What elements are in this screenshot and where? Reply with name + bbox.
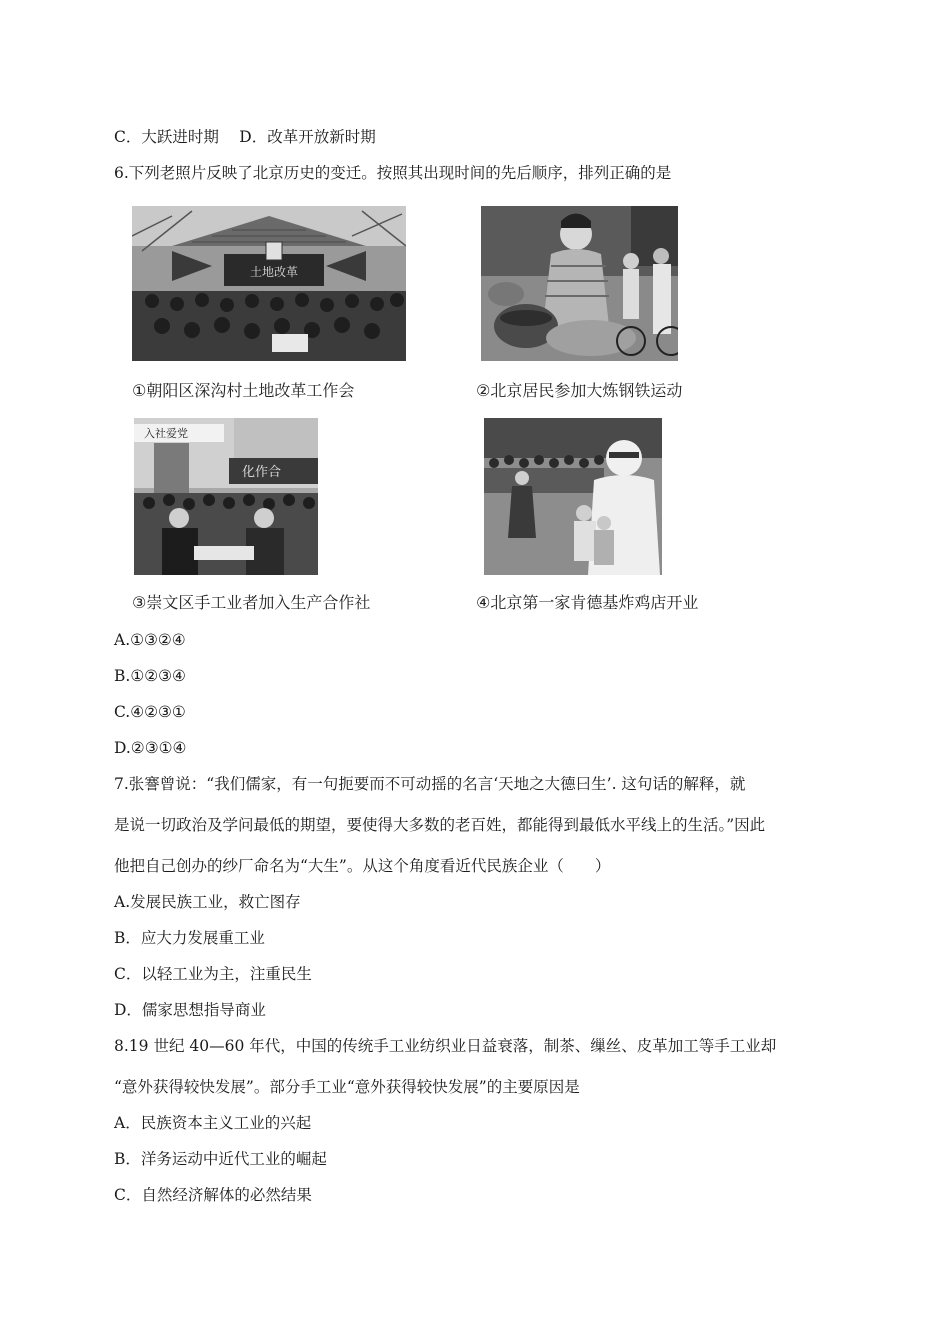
q5-options-cd: C．大跃进时期 D．改革开放新时期 [114, 128, 376, 146]
q7-stem-line-1: 7.张謇曾说：“我们儒家，有一句扼要而不可动摇的名言‘天地之大德曰生’. 这句话的解释，就 [114, 775, 746, 793]
q6-option-b: B.①②③④ [114, 667, 186, 685]
q6-option-a: A.①③②④ [114, 631, 186, 649]
photo-kfc-opening [484, 418, 662, 575]
q8-option-c: C．自然经济解体的必然结果 [114, 1186, 312, 1204]
q7-stem-line-2: 是说一切政治及学问最低的期望，要使得大多数的老百姓，都能得到最低水平线上的生活。”因此 [114, 816, 766, 834]
q6-stem: 6.下列老照片反映了北京历史的变迁。按照其出现时间的先后顺序，排列正确的是 [114, 164, 672, 182]
q6-option-d: D.②③①④ [114, 739, 187, 757]
q7-option-d: D．儒家思想指导商业 [114, 1001, 266, 1019]
photo1-caption: ①朝阳区深沟村土地改革工作会 [132, 381, 355, 400]
q7-option-b: B．应大力发展重工业 [114, 929, 265, 947]
q7-option-c: C．以轻工业为主，注重民生 [114, 965, 312, 983]
q8-option-b: B．洋务运动中近代工业的崛起 [114, 1150, 327, 1168]
q8-option-a: A．民族资本主义工业的兴起 [114, 1114, 312, 1132]
q6-option-c: C.④②③① [114, 703, 186, 721]
q8-stem-line-2: “意外获得较快发展”。部分手工业“意外获得较快发展”的主要原因是 [114, 1078, 580, 1096]
photo3-caption: ③崇文区手工业者加入生产合作社 [132, 593, 371, 612]
photo3-banner-text: 化作合 [242, 465, 282, 480]
q7-option-a: A.发展民族工业，救亡图存 [114, 893, 301, 911]
q7-stem-line-3: 他把自己创办的纱厂命名为“大生”。从这个角度看近代民族企业（ ） [114, 857, 611, 875]
photo4-caption: ④北京第一家肯德基炸鸡店开业 [476, 593, 699, 612]
photo-land-reform-meeting [132, 206, 406, 361]
q8-stem-line-1: 8.19 世纪 40—60 年代，中国的传统手工业纺织业日益衰落，制茶、缫丝、皮革加工等手工业却 [114, 1037, 777, 1055]
photo3-sign-text: 入社爱党 [144, 427, 188, 440]
photo2-caption: ②北京居民参加大炼钢铁运动 [476, 381, 683, 400]
photo-steel-campaign [481, 206, 678, 361]
photo1-banner-text: 土地改革 [249, 265, 299, 279]
photo-cooperative [134, 418, 318, 575]
